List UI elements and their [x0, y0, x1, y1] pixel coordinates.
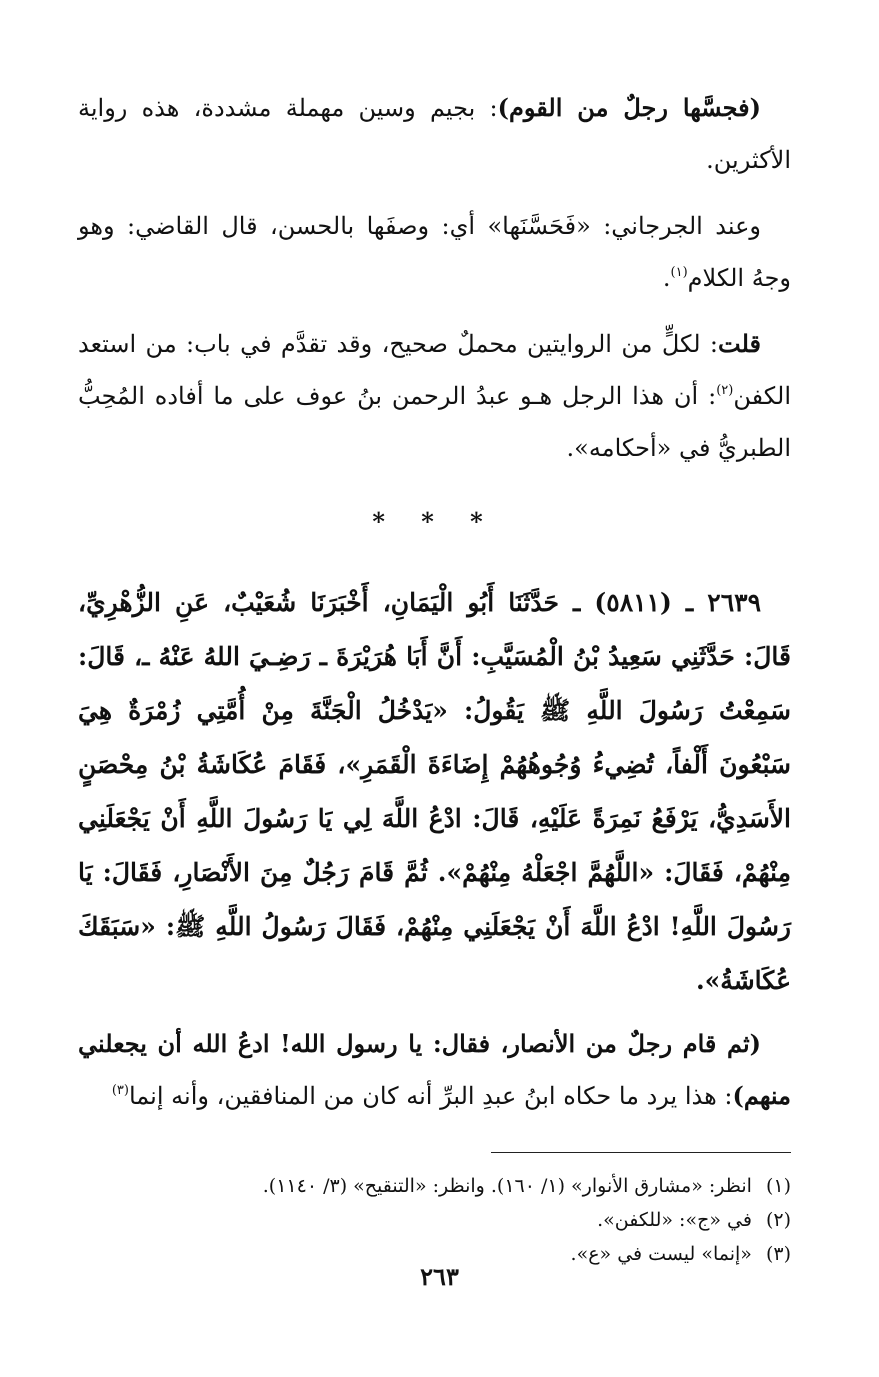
commentary-paragraph-3 [78, 318, 791, 474]
footnote-number: (٣) [765, 1243, 791, 1265]
footnote-number: (١) [765, 1175, 791, 1197]
commentary-lemma: قلت [718, 329, 761, 358]
footnote-marker-3[interactable]: (٣) [111, 1083, 129, 1098]
footnote-text: انظر: «مشارق الأنوار» (١/ ١٦٠). وانظر: «التنقيح» (٣/ ١١٤٠). [262, 1175, 752, 1197]
footnote-divider [491, 1152, 791, 1153]
footnote-number: (٢) [765, 1209, 791, 1231]
footnote-marker-1[interactable]: (١) [670, 265, 688, 280]
commentary-paragraph-2 [78, 200, 791, 304]
page-body [78, 82, 791, 1377]
footnotes [78, 1169, 791, 1271]
footnote-marker-2[interactable]: (٢) [716, 383, 734, 398]
page-number: ٢٦٣ [420, 1262, 459, 1291]
commentary-paragraph-4 [78, 1018, 791, 1122]
commentary-text: : أن هذا الرجل هـو عبدُ الرحمن بنُ عوف على ما أفاده المُحِبُّ الطبريُّ في «أحكامه». [78, 382, 791, 462]
hadith-text: ٢٦٣٩ ـ (٥٨١١) ـ حَدَّثَنَا أَبُو الْيَمَانِ، أَخْبَرَنَا شُعَيْبٌ، عَنِ الزُّهْرِيِّ، قَالَ: حَدَّثَنِي سَعِيدُ بْنُ الْمُسَيَّبِ: أَنَّ أَبَا هُرَيْرَةَ ـ رَضِـيَ اللهُ عَنْهُ ـ، قَالَ: سَمِعْتُ رَسُولَ اللَّهِ ﷺ يَقُولُ: «يَدْخُلُ الْجَنَّةَ مِنْ أُمَّتِي زُمْرَةٌ هِيَ سَبْعُونَ أَلْفاً، تُضِيءُ وُجُوهُهُمْ إِضَاءَةَ الْقَمَرِ»، فَقَامَ عُكَاشَةُ بْنُ مِحْصَنٍ الأَسَدِيُّ، يَرْفَعُ نَمِرَةً عَلَيْهِ، قَالَ: ادْعُ اللَّهَ لِي يَا رَسُولَ اللَّهِ أَنْ يَجْعَلَنِي مِنْهُمْ، فَقَالَ: «اللَّهُمَّ اجْعَلْهُ مِنْهُمْ». ثُمَّ قَامَ رَجُلٌ مِنَ الأَنْصَارِ، فَقَالَ: يَا رَسُولَ اللَّهِ! ادْعُ اللَّهَ أَنْ يَجْعَلَنِي مِنْهُمْ، فَقَالَ رَسُولُ اللَّهِ ﷺ: «سَبَقَكَ عُكَاشَةُ». [78, 588, 791, 995]
commentary-text: : هذا يرد ما حكاه ابنُ عبدِ البرِّ أنه كان من المنافقين، وأنه إنما [128, 1082, 733, 1110]
commentary-end: . [662, 264, 671, 292]
commentary-paragraph-1 [78, 82, 791, 186]
section-divider: * * * [372, 507, 497, 536]
commentary-text: : بجيم وسين مهملة مشددة، هذه رواية الأكثرين. [78, 94, 791, 174]
footnote-1 [78, 1169, 791, 1203]
commentary-text: وعند الجرجاني: «فَحَسَّنَها» أي: وصفَها بالحسن، قال القاضي: وهو وجهُ الكلام [78, 212, 791, 292]
commentary-text: : لكلٍّ من الروايتين محملٌ صحيح، وقد تقدَّم في باب: من استعد الكفن [78, 330, 791, 410]
footnote-text: في «ج»: «للكفن». [597, 1209, 752, 1231]
commentary-lemma: (ثم قام رجلٌ من الأنصار، فقال: يا رسول الله! ادعُ الله أن يجعلني منهم) [78, 1029, 791, 1110]
commentary-lemma: (فجسَّها رجلٌ من القوم) [497, 93, 761, 122]
footnote-text: «إنما» ليست في «ع». [570, 1243, 752, 1265]
footnote-2 [78, 1203, 791, 1237]
